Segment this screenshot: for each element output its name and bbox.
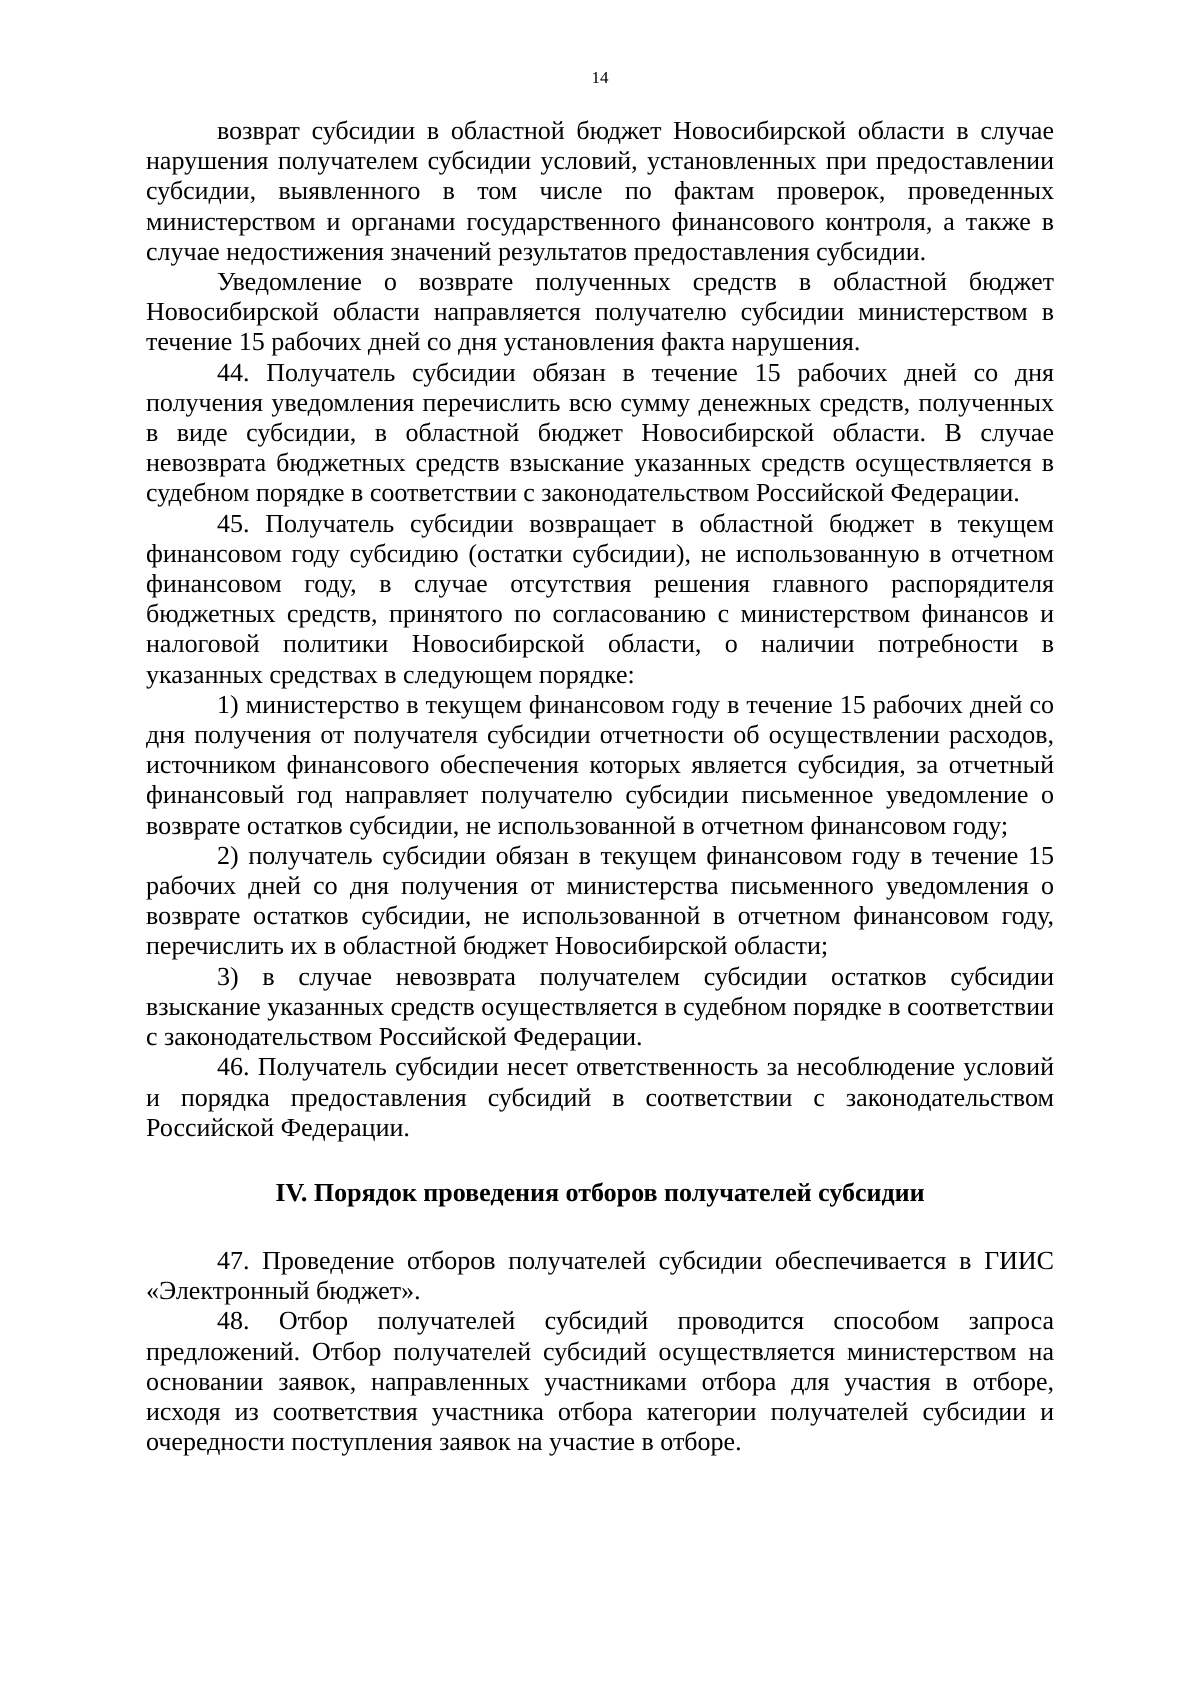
paragraph-item-47: 47. Проведение отборов получателей субсидии обеспечивается в ГИИС «Электронный бюджет». [146, 1245, 1054, 1306]
paragraph-subitem-3: 3) в случае невозврата получателем субсидии остатков субсидии взыскание указанных средств осуществляется в судебном порядке в соответствии с законодательством Российской Федерации. [146, 961, 1054, 1052]
document-body [146, 116, 1054, 1457]
paragraph-return-notification: Уведомление о возврате полученных средств в областной бюджет Новосибирской области направляется получателю субсидии министерством в течение 15 рабочих дней со дня установления факта нарушения. [146, 267, 1054, 357]
paragraph-item-46: 46. Получатель субсидии несет ответственность за несоблюдение условий и порядка предоставления субсидий в соответствии с законодательством Российской Федерации. [146, 1052, 1054, 1142]
paragraph-item-45: 45. Получатель субсидии возвращает в областной бюджет в текущем финансовом году субсидию (остатки субсидии), не использованную в отчетном финансовом году, в случае отсутствия решения главного распорядителя бюджетных средств, принятого по согласованию с министерством финансов и налоговой политики Новосибирской области, о наличии потребности в указанных средствах в следующем порядке: [146, 508, 1054, 689]
page-number: 14 [591, 68, 609, 87]
paragraph-subitem-2: 2) получатель субсидии обязан в текущем финансовом году в течение 15 рабочих дней со дня получения от министерства письменного уведомления о возврате остатков субсидии, не использованной в отчетном финансовом году, перечислить их в областной бюджет Новосибирской области; [146, 840, 1054, 961]
section-heading: IV. Порядок проведения отборов получателей субсидии [275, 1177, 925, 1207]
paragraph-item-48: 48. Отбор получателей субсидий проводится способом запроса предложений. Отбор получателей субсидий осуществляется министерством на основании заявок, направленных участниками отбора для участия в отборе, исходя из соответствия участника отбора категории получателей субсидии и очередности поступления заявок на участие в отборе. [146, 1306, 1054, 1457]
paragraph-subitem-1: 1) министерство в текущем финансовом году в течение 15 рабочих дней со дня получения от получателя субсидии отчетности об осуществлении расходов, источником финансового обеспечения которых является субсидия, за отчетный финансовый год направляет получателю субсидии письменное уведомление о возврате остатков субсидии, не использованной в отчетном финансовом году; [146, 689, 1054, 840]
paragraph-subsidy-return-conditions: возврат субсидии в областной бюджет Новосибирской области в случае нарушения получателем субсидии условий, установленных при предоставлении субсидии, выявленного в том числе по фактам проверок, проведенных министерством и органами государственного финансового контроля, а также в случае недостижения значений результатов предоставления субсидии. [146, 116, 1054, 266]
paragraph-item-44: 44. Получатель субсидии обязан в течение 15 рабочих дней со дня получения уведомления перечислить всю сумму денежных средств, полученных в виде субсидии, в областной бюджет Новосибирской области. В случае невозврата бюджетных средств взыскание указанных средств осуществляется в судебном порядке в соответствии с законодательством Российской Федерации. [146, 357, 1054, 508]
